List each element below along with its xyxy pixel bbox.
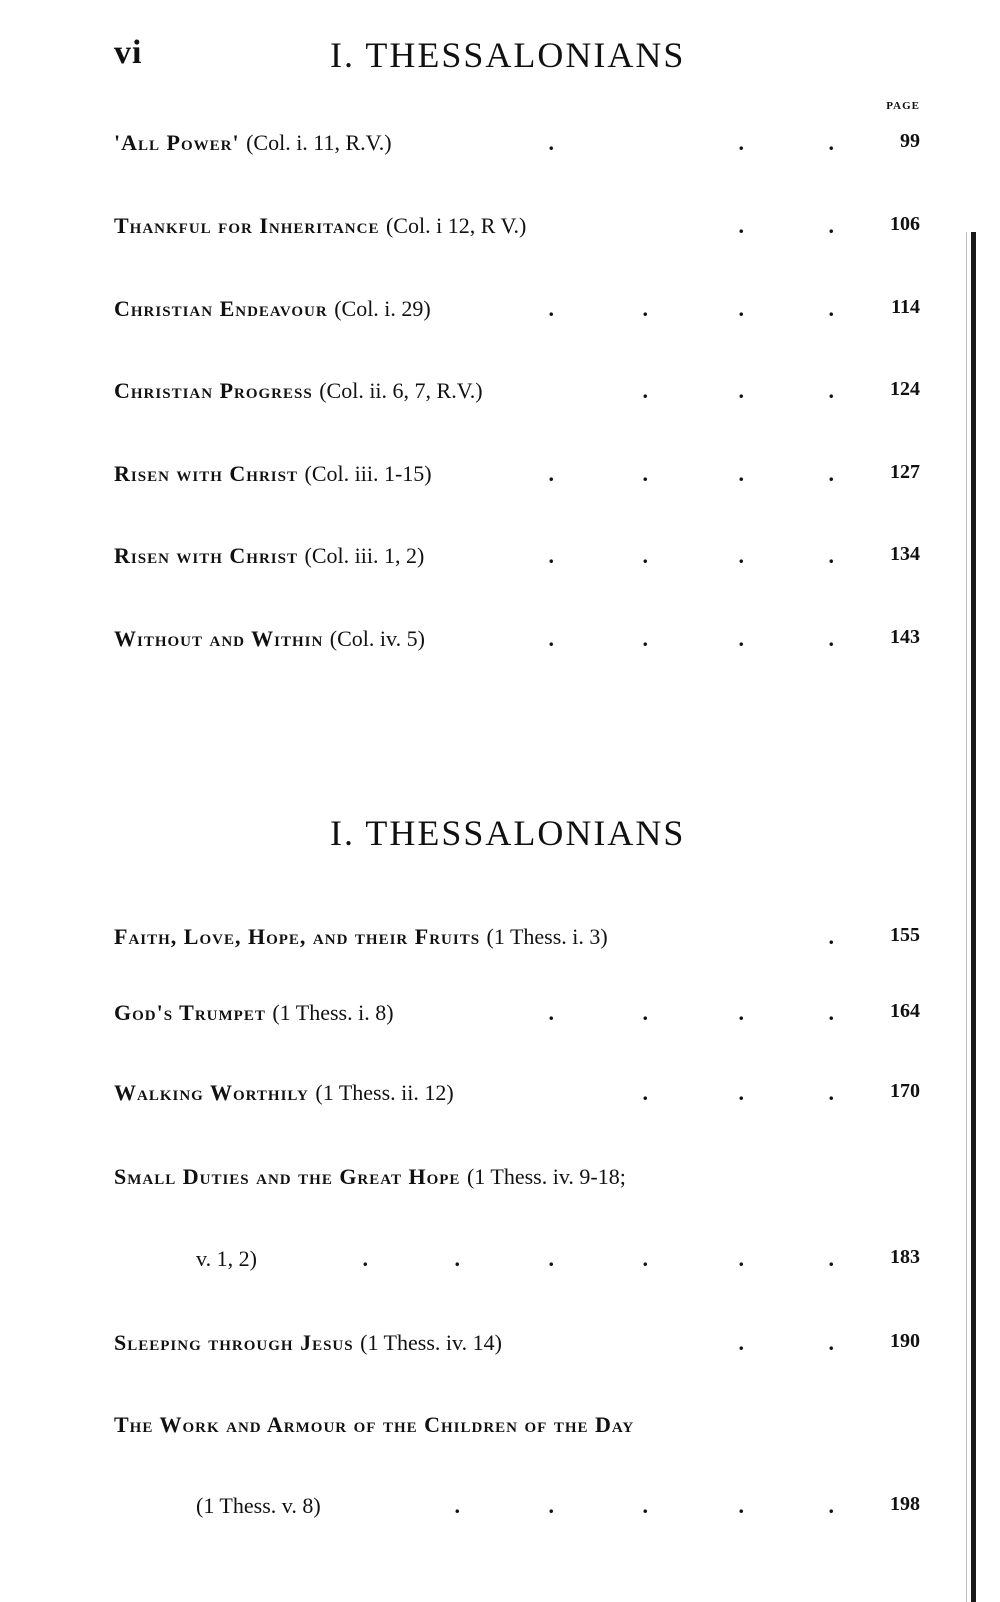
- entry-title: Sleeping through Jesus: [114, 1330, 354, 1355]
- running-head: I. THESSALONIANS: [330, 35, 686, 75]
- entry-title: Thankful for Inheritance: [114, 213, 380, 238]
- entry-title: Christian Endeavour: [114, 296, 328, 321]
- toc-entry[interactable]: Faith, Love, Hope, and their Fruits (1 Thess. i. 3) . 155: [114, 924, 920, 949]
- entry-title: The Work and Armour of the Children of the Day: [114, 1412, 635, 1437]
- toc-entry[interactable]: Risen with Christ (Col. iii. 1, 2) . . . . 134: [114, 543, 920, 568]
- entry-reference: (1 Thess. i. 8): [272, 1000, 394, 1025]
- entry-title: 'All Power': [114, 130, 240, 155]
- entry-reference: (Col. iii. 1, 2): [304, 543, 425, 568]
- entry-reference: (Col. i 12, R V.): [385, 213, 527, 238]
- entry-reference: (Col. iv. 5): [329, 626, 425, 651]
- entry-page-number: 155: [890, 924, 920, 946]
- entry-page-number: 134: [890, 543, 920, 565]
- entry-reference: (1 Thess. iv. 9-18;: [466, 1164, 626, 1189]
- entry-reference: (Col. ii. 6, 7, R.V.): [319, 378, 483, 403]
- toc-entry[interactable]: Sleeping through Jesus (1 Thess. iv. 14) . . 190: [114, 1330, 920, 1355]
- entry-page-number: 190: [890, 1330, 920, 1352]
- toc-entry-continuation[interactable]: (1 Thess. v. 8) . . . . . 198: [196, 1493, 920, 1518]
- entry-page-number: 143: [890, 626, 920, 648]
- folio-number: vi: [114, 34, 143, 71]
- entry-title: Risen with Christ: [114, 461, 298, 486]
- entry-reference: (Col. i. 11, R.V.): [246, 130, 392, 155]
- toc-entry-continuation[interactable]: v. 1, 2) . . . . . . 183: [196, 1246, 920, 1271]
- toc-entry[interactable]: God's Trumpet (1 Thess. i. 8) . . . . 164: [114, 1000, 920, 1025]
- entry-reference: (1 Thess. ii. 12): [315, 1080, 454, 1105]
- entry-reference: (Col. iii. 1-15): [304, 461, 432, 486]
- toc-entry[interactable]: Thankful for Inheritance (Col. i 12, R V.) . . 106: [114, 213, 920, 238]
- entry-page-number: 114: [891, 296, 920, 318]
- entry-reference: (1 Thess. iv. 14): [360, 1330, 502, 1355]
- toc-entry[interactable]: 'All Power' (Col. i. 11, R.V.) . . . 99: [114, 130, 920, 155]
- entry-title: Without and Within: [114, 626, 324, 651]
- entry-page-number: 198: [890, 1493, 920, 1515]
- entry-page-number: 164: [890, 1000, 920, 1022]
- toc-entry[interactable]: Walking Worthily (1 Thess. ii. 12) . . . 170: [114, 1080, 920, 1105]
- entry-page-number: 106: [890, 213, 920, 235]
- page-edge-shadow: [966, 232, 967, 1602]
- entry-page-number: 170: [890, 1080, 920, 1102]
- toc-entry[interactable]: Christian Endeavour (Col. i. 29) . . . . 114: [114, 296, 920, 321]
- entry-page-number: 99: [900, 130, 920, 152]
- section-heading: I. THESSALONIANS: [330, 813, 686, 853]
- entry-reference: (1 Thess. i. 3): [486, 924, 608, 949]
- entry-page-number: 124: [890, 378, 920, 400]
- entry-title: Risen with Christ: [114, 543, 298, 568]
- toc-entry[interactable]: Risen with Christ (Col. iii. 1-15) . . . . 127: [114, 461, 920, 486]
- toc-entry[interactable]: Christian Progress (Col. ii. 6, 7, R.V.) . . . 124: [114, 378, 920, 403]
- entry-title: Christian Progress: [114, 378, 313, 403]
- entry-page-number: 183: [890, 1246, 920, 1268]
- toc-entry[interactable]: Without and Within (Col. iv. 5) . . . . 143: [114, 626, 920, 651]
- entry-reference-continued: v. 1, 2): [196, 1246, 257, 1271]
- toc-entry-first-line[interactable]: [114, 1412, 920, 1452]
- page-column-label: PAGE: [886, 100, 920, 112]
- entry-title: God's Trumpet: [114, 1000, 266, 1025]
- toc-entry-first-line[interactable]: [114, 1164, 920, 1204]
- page-edge-line: [971, 232, 976, 1602]
- entry-reference: (Col. i. 29): [334, 296, 431, 321]
- entry-title: Faith, Love, Hope, and their Fruits: [114, 924, 481, 949]
- entry-title: Small Duties and the Great Hope: [114, 1164, 461, 1189]
- entry-page-number: 127: [890, 461, 920, 483]
- entry-reference-continued: (1 Thess. v. 8): [196, 1493, 321, 1518]
- entry-title: Walking Worthily: [114, 1080, 309, 1105]
